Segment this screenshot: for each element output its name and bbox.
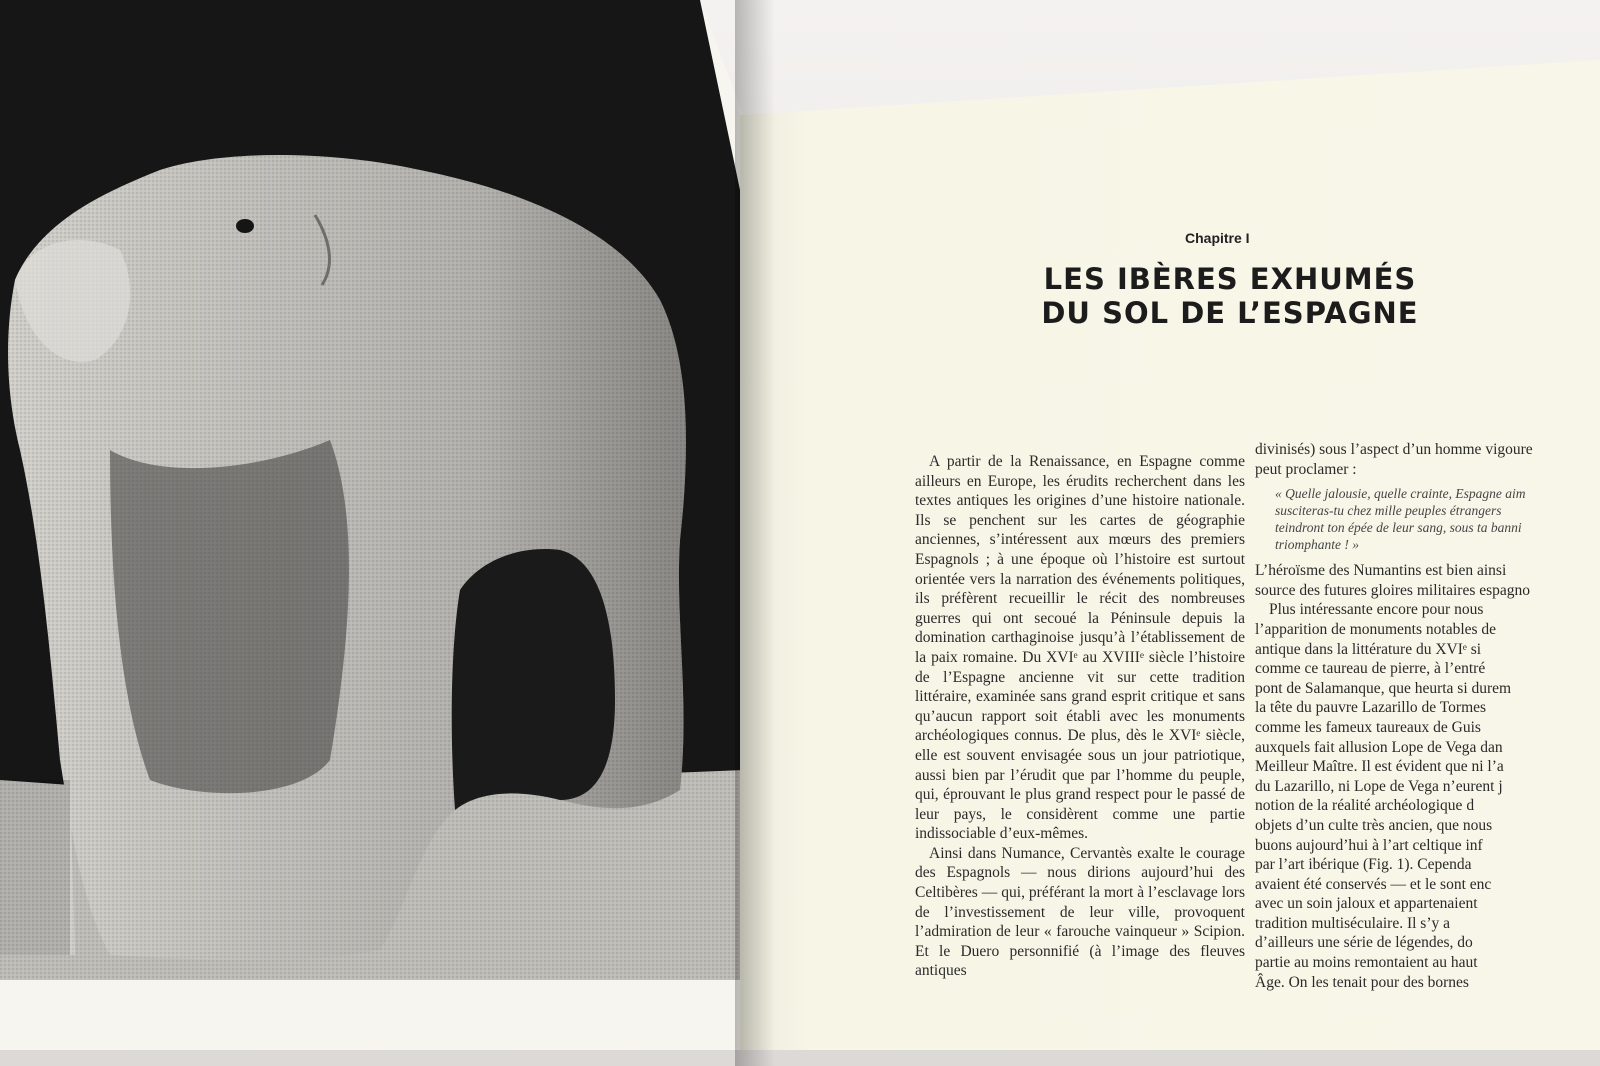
text-line: pont de Salamanque, que heurta si durem — [1255, 679, 1512, 697]
paragraph: A partir de la Renaissance, en Espagne comme ailleurs en Europe, les érudits recherchent dans les textes antiques les origines d’une histoire nationale. Ils se penchent sur les cartes de géographie anciennes, s’intéressent aux mœurs des premiers Espagnols ; à une époque où l’histoire est surtout orientée vers la narration des événements politiques, ils préfèrent recueillir le récit des nombreuses guerres qui ont secoué la Péninsule depuis la domination carthaginoise jusqu’à l’établissement de la paix romaine. Du XVIᵉ au XVIIIᵉ siècle l’histoire de l’Espagne ancienne vit sur cette tradition littéraire, examinée sans grand esprit critique et sans qu’aucun rapport soit établi avec les monuments archéologiques connus. De plus, dès le XVIᵉ siècle, elle est souvent envisagée sous un jour patriotique, aussi bien par l’érudit que par l’homme du peuple, qui, éprouvant le plus grand respect pour le passé de leur pays, le considèrent comme une partie indissociable d’eux-mêmes. — [915, 453, 1245, 843]
text-line: comme les fameux taureaux de Guis — [1255, 718, 1481, 736]
chapter-title — [1030, 262, 1430, 330]
text-line: avaient été conservés — et le sont enc — [1255, 875, 1492, 893]
text-column-2 — [1255, 440, 1600, 992]
text-line: Plus intéressante encore pour nous — [1269, 601, 1484, 619]
text-line: objets d’un culte très ancien, que nous — [1255, 816, 1493, 834]
text-line: du Lazarillo, ni Lope de Vega n’eurent j — [1255, 777, 1503, 795]
quote-line: triomphante ! » — [1275, 537, 1359, 553]
text-line: avec un soin jaloux et appartenaient — [1255, 895, 1478, 913]
book-gutter-shadow — [735, 0, 775, 1066]
quote-line: susciteras-tu chez mille peuples étrangers — [1275, 503, 1502, 519]
boar-sculpture-photo — [0, 0, 745, 980]
text-line: notion de la réalité archéologique d — [1255, 797, 1475, 815]
text-line: partie au moins remontaient au haut — [1255, 954, 1478, 972]
text-line: d’ailleurs une série de légendes, do — [1255, 934, 1473, 952]
cervantes-quote — [1255, 485, 1600, 553]
chapter-title-line-1: LES IBÈRES EXHUMÉS — [1043, 262, 1417, 296]
text-line: l’apparition de monuments notables de — [1255, 620, 1497, 638]
text-line: Meilleur Maître. Il est évident que ni l’a — [1255, 758, 1504, 776]
quote-line: « Quelle jalousie, quelle crainte, Espagne aim — [1275, 486, 1526, 502]
text-line: source des futures gloires militaires espagno — [1255, 581, 1531, 599]
text-line: tradition multiséculaire. Il s’y a — [1255, 914, 1450, 932]
text-line: par l’art ibérique (Fig. 1). Cependa — [1255, 856, 1472, 874]
paragraph: Ainsi dans Numance, Cervantès exalte le courage des Espagnols — nous dirions aujourd’hui des Celtibères — qui, préférant la mort à l’esclavage lors de l’investissement de leur ville, provoquent l’admiration de leur « farouche vainqueur » Scipion. Et le Duero personnifié (à l’image des fleuves antiques — [915, 844, 1245, 980]
text-line: peut proclamer : — [1255, 460, 1357, 478]
text-line: auxquels fait allusion Lope de Vega dan — [1255, 738, 1503, 756]
quote-line: teindront ton épée de leur sang, sous ta banni — [1275, 520, 1522, 536]
text-line: la tête du pauvre Lazarillo de Tormes — [1255, 699, 1487, 717]
text-line: Âge. On les tenait pour des bornes — [1255, 973, 1469, 991]
text-line: buons aujourd’hui à l’art celtique inf — [1255, 836, 1483, 854]
stone-boar-image — [0, 0, 745, 980]
text-line: L’héroïsme des Numantins est bien ainsi — [1255, 562, 1507, 580]
chapter-label: Chapitre I — [1185, 230, 1250, 246]
chapter-title-line-2: DU SOL DE L’ESPAGNE — [1041, 296, 1419, 330]
text-line: antique dans la littérature du XVIᵉ si — [1255, 640, 1482, 658]
text-line: divinisés) sous l’aspect d’un homme vigoure — [1255, 441, 1533, 458]
text-column-1 — [915, 452, 1245, 981]
text-line: comme ce taureau de pierre, à l’entré — [1255, 660, 1486, 678]
